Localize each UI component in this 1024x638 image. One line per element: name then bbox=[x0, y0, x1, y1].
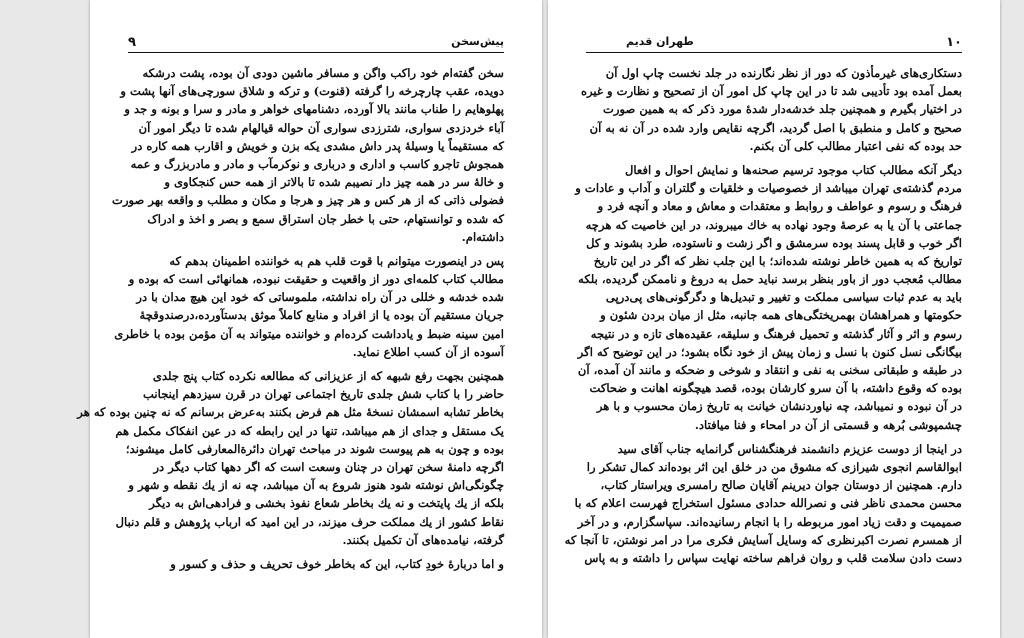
text-line: و خالهٔ سر در همه چیز دار نصیبم شده تا بالاتر از همه حس کنجکاوی و bbox=[164, 175, 504, 190]
right-page bbox=[548, 0, 1000, 638]
right-page-header bbox=[586, 32, 962, 53]
paragraph bbox=[128, 555, 504, 573]
text-line: در آن نبوده و نمیباشد، چه نیاوردنشان خیانت به تاریخ زمان محسوب و با هر bbox=[596, 399, 962, 414]
text-line: تواریخ که به همین خاطر نوشته شده‌اند؛ با این جلب نظر که اگر در این تاریخ bbox=[593, 253, 962, 268]
text-line: باید به عدم ثبات سیاسی مملکت و تغییر و تبدیل‌ها و دگرگونی‌های پی‌درپی bbox=[605, 290, 962, 305]
text-line: بخاطر تشابه اسمشان نسخهٔ مثل هم فرض بکنند به‌عرض برسانم که نه چنین بوده که هر bbox=[77, 405, 504, 420]
text-line: آسوده از آن کسب اطلاع نماید. bbox=[352, 344, 504, 359]
text-line: در اینجا از دوست عزیزم دانشمند فرهنگشناس گرانمایه جناب آقای سید bbox=[617, 441, 962, 456]
paragraph bbox=[77, 367, 504, 549]
text-line: حاضر را با کتاب شش جلدی تاریخ اجتماعی تهران در قرن سیزدهم اینجانب bbox=[143, 387, 504, 402]
left-page-body bbox=[77, 64, 504, 634]
text-line: امین سینه ضبط و یادداشت کرده‌ام و خواننده میتواند به آن مؤمن بوده با خاطری bbox=[114, 326, 504, 341]
paragraph bbox=[564, 440, 962, 567]
text-line: رسوم و اثر و آثار گذشته و تحمیل فرهنگ و سلیقه، عقیده‌های تازه و در نتیجه bbox=[590, 326, 962, 341]
text-line: چگونگی‌اش نوشته شود هنوز شروع به آن میباشد، چه نه از یك نقطه و شهر و bbox=[128, 478, 504, 493]
text-line: دیگر آنکه مطالب کتاب موجود ترسیم صحنه‌ها و نمایش احوال و افعال bbox=[624, 162, 962, 177]
text-line: پهلوهایم را طناب مانند بالا آورده، دشنامهای خواهر و مادر و سرا و بونه و جد و bbox=[124, 102, 504, 117]
text-line: صمیمیت و دقت زیاد امور مربوطه را با انجام رسانیده‌اند. سپاسگزارم، و در آخر bbox=[577, 514, 962, 529]
text-line: از همسرم نصرت اکبرنظری که وسایل آسایش فکری مرا در امر نوشتن، تا آنجا که bbox=[564, 532, 962, 547]
text-line: محسن محمدی ناظر فنی و نصرالله حدادی مسئول استخراج فهرست اعلام که با bbox=[574, 496, 962, 511]
text-line: در طبقه و طبقاتی سخنی به نفی و انتقاد و شوخی و ضحکه و مانند آن آمده، آن bbox=[577, 363, 962, 377]
paragraph bbox=[575, 161, 962, 434]
text-line: حکومتها و همراهشان بهمریختگی‌های همه جانبه، مثل از میان بردن شئون و bbox=[600, 308, 962, 323]
text-line: حد بوده که نفی اعتبار مطالب کلی آن بکنم. bbox=[749, 138, 962, 153]
text-line: که شده و توانستهام، حتی با خطر جان استراق سمع و بصر و اخذ و ادراک bbox=[147, 211, 504, 226]
text-line: داشته‌ام. bbox=[461, 229, 504, 244]
text-line: بوده که وقوع داشته، با آن سرو کارشان بوده، قصد هیچگونه اهانت و ضحاکت bbox=[589, 381, 962, 396]
text-line: جریان مستقیم آن بوده یا از افراد و منابع کاملاً موثق بدستآورده،درصندوقچهٔ bbox=[139, 308, 504, 323]
paragraph bbox=[112, 64, 504, 246]
right-page-number: ۱۰ bbox=[946, 35, 962, 50]
text-line: همجوش تاجرو کاسب و اداری و درباری و نوکرمآب و مادر و مادربزرگ و عمه bbox=[130, 156, 504, 171]
text-line: یک مستقل و جدای از هم میباشد، تنها در این رابطه که در عین انفکاک مکمل هم bbox=[115, 423, 504, 438]
text-line: ابوالقاسم انجوی شیرازی که مشوق من در خلق این اثر بوده‌اند کمال تشکر را bbox=[586, 459, 962, 474]
left-page-header bbox=[128, 32, 504, 53]
right-page-body bbox=[564, 64, 962, 634]
text-line: در اختیار بگیرم و همچنین جلد خدشه‌دار شدهٔ مورد ذکر که به همین صورت bbox=[602, 102, 962, 117]
text-line: آباء خردزدی سواری، شترزدی سواری آن حواله قیالهام شده تا دیگر امور آن bbox=[138, 120, 504, 135]
text-line: مطالب کتاب کلمه‌ای دور از واقعیت و حقیقت نبوده، همانهائی است که بوده و bbox=[128, 272, 504, 287]
text-line: دستکاری‌های غیرمأذون که دور از نظر نگارنده در جلد نخست چاپ اول آن bbox=[605, 66, 962, 80]
text-line: اگر خوب و قابل پسند بوده سرمشق و اگر زشت و ناستوده، طرد بشوند و کل bbox=[586, 235, 962, 250]
text-line: بلکه از یك پایتخت و نه یك بخاطر شعاع نفوذ بخشی و فرادهی‌اش به دیگر bbox=[149, 496, 504, 511]
left-page-running-title: پیش‌سخن bbox=[451, 35, 504, 48]
text-line: اگرچه دامنهٔ سخن تهران در چنان وسعت است که اگر دهها کتاب دیگر در bbox=[153, 459, 504, 474]
paragraph bbox=[114, 252, 504, 361]
text-line: صحیح و کامل و منطبق با اصل گردید، اگرچه نقایص وارد شده در آن نه به آن bbox=[589, 120, 962, 135]
text-line: دویده، عقب چارچرخه را گرفته (قنوت) و ترکه و شلاق سورچی‌های آنها پشت و bbox=[120, 84, 504, 99]
text-line: دست دادن سلامت قلب و روان فراهم ساخته نهایت سپاس را داشته و به پاس bbox=[584, 550, 962, 565]
text-line: نقاط کشور از یك مملکت حرف میزند، در این امید که ارباب پژوهش و قلم دنبال bbox=[115, 514, 504, 529]
text-line: مطالب مُعجب دور از باور بنظر برسد نباید حمل به دروغ و ناممکن گردیده، بلکه bbox=[578, 272, 962, 287]
text-line: مردم گذشته‌ی تهران میباشد از خصوصیات و خلقیات و گلتران و آداب و عادات و bbox=[575, 181, 962, 196]
text-line: بعمل آمده بود تأدیبی شد تا در این چاپ کل امور آن از تصحیح و نظارت و غیره bbox=[580, 84, 962, 99]
text-line: گرفته، نیامده‌های آن تکمیل بکنند. bbox=[342, 532, 504, 547]
window-scrollbar[interactable] bbox=[1006, 0, 1024, 638]
text-line: بوده و چون به هم پیوست شوند در مباحث تهران دائرة‌المعارفی کامل میشوند؛ bbox=[125, 441, 504, 456]
text-line: فرهنگ و رسوم و عواطف و روابط و معتقدات و معاش و معاد و آنچه فرد و bbox=[597, 199, 962, 214]
left-page bbox=[77, 0, 542, 638]
text-line: فضولی ذاتی که از هر کس و هر چیز و هرجا و مکان و مطلب و واقعه بهر صورت bbox=[112, 193, 504, 208]
text-line: پس در اینصورت میتوانم با قوت قلب هم به خواننده اطمینان بدهم که bbox=[169, 253, 504, 268]
text-line: شده خدشه و خللی در آن راه نداشته، ملموساتی که خود این هیچ مدان با در bbox=[136, 290, 504, 305]
left-page-number: ۹ bbox=[128, 35, 136, 50]
right-page-running-title: طهران قدیم bbox=[626, 35, 694, 48]
text-line: همچنین بجهت رفع شبهه که از عزیزانی که مطالعه نکرده کتاب پنج جلدی bbox=[152, 369, 504, 383]
text-line: دارم. همچنین از دوستان جوان دیرینم آقایان صالح رامسری ویراستار کتاب، bbox=[600, 478, 962, 493]
text-line: جماعتی با آن یا به عرصهٔ وجود نهاده به خاك میبروند، در این خاصیت که هرچه bbox=[585, 217, 962, 232]
paragraph bbox=[580, 64, 962, 155]
text-line: سخن گفته‌ام خود راکب واگن و مسافر ماشین دودی آن بوده، پشت درشکه bbox=[142, 66, 504, 80]
text-line: بیگانگی نسل کنون با نسل و زمان پیش از خود نگاه بشود؛ در این توضیح که اگر bbox=[577, 344, 962, 359]
text-line: چشمپوشی بُرهه و قسمتی از آن در امحاء و فنا میافتاد. bbox=[694, 417, 962, 432]
text-line: و اما دربارهٔ خودِ کتاب، این که بخاطر خوف تحریف و حذف و کسور و bbox=[170, 556, 504, 571]
text-line: که مستقیماً یا وسیلهٔ پدر داش مشدی یکه بزن و خویش و اقارب همه کاره در bbox=[131, 138, 504, 153]
